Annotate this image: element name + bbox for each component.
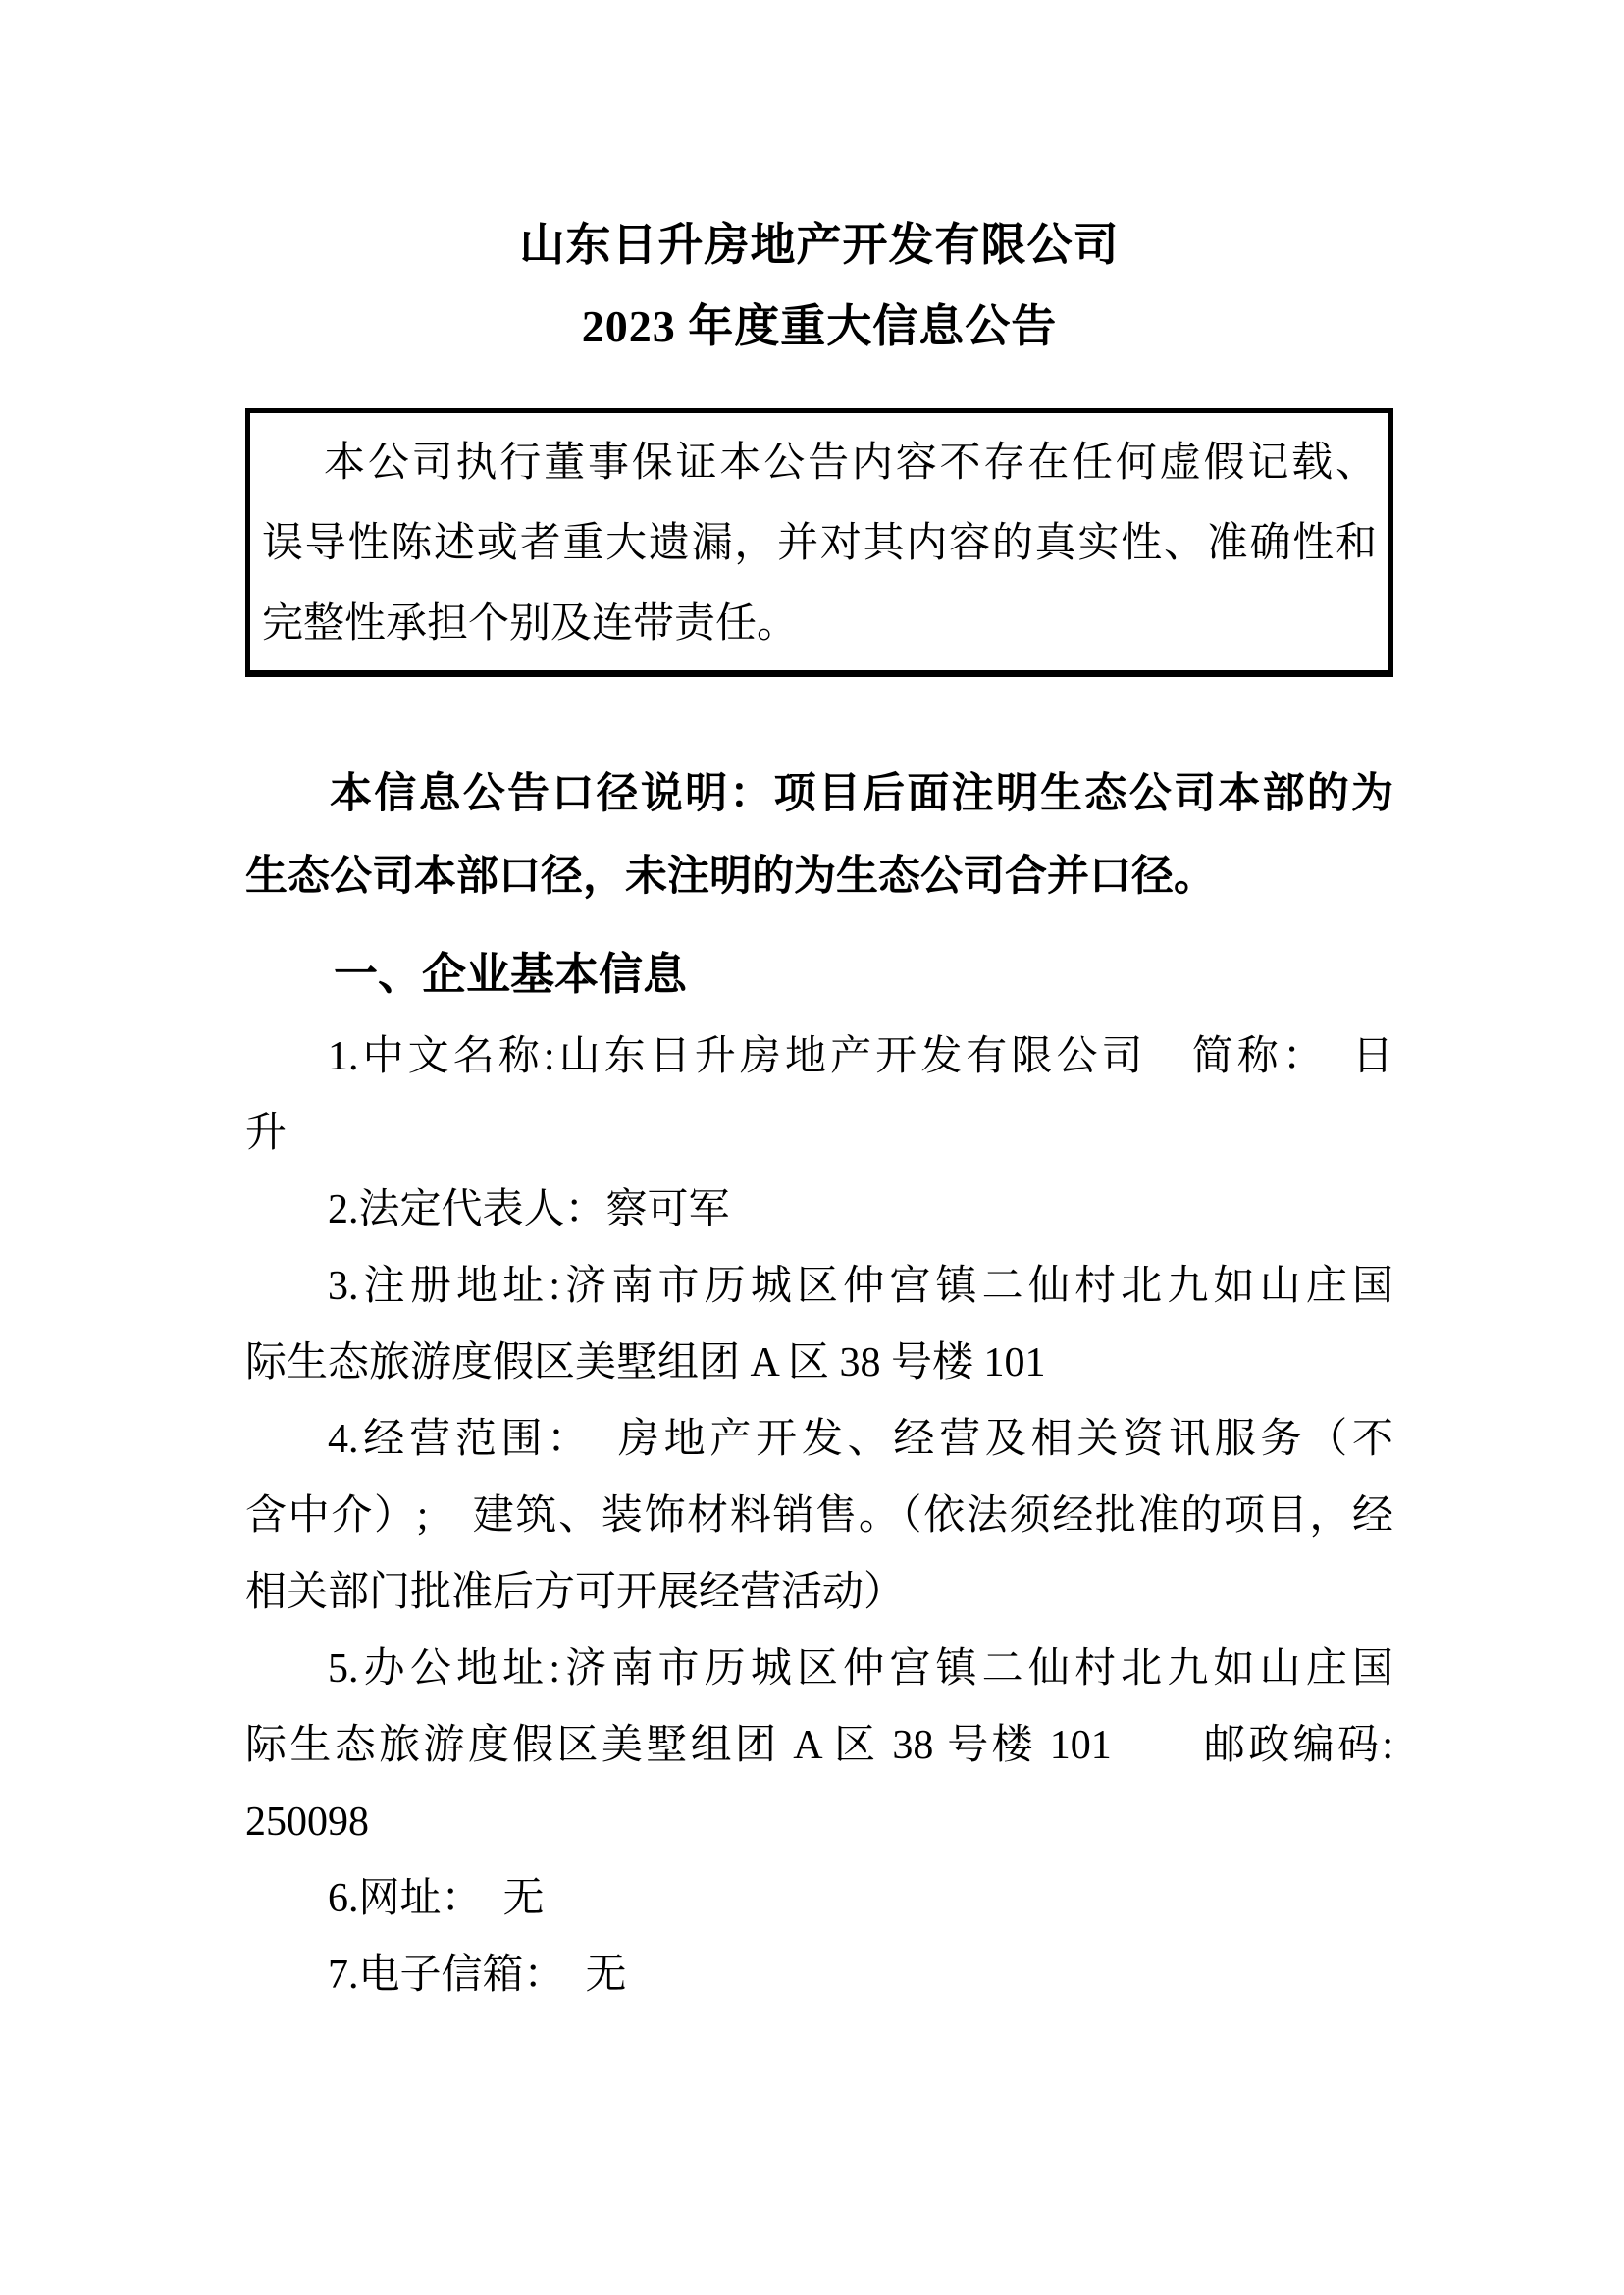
- body-line-business-scope-cont2: 相关部门批准后方可开展经营活动）: [245, 1570, 906, 1615]
- body-line-business-scope: 4.经营范围： 房地产开发、经营及相关资讯服务（不: [328, 1417, 1393, 1462]
- body-line-business-scope-cont: 含中介）; 建筑、装饰材料销售。（依法须经批准的项目，经: [245, 1493, 1393, 1539]
- section-heading: 一、企业基本信息: [334, 950, 688, 999]
- body-line-chinese-name: 1.中文名称:山东日升房地产开发有限公司 简称： 日: [328, 1034, 1393, 1079]
- disclaimer-line: 完整性承担个别及连带责任。: [262, 601, 799, 647]
- caliber-note-line: 生态公司本部口径，未注明的为生态公司合并口径。: [245, 854, 1216, 900]
- disclaimer-line: 误导性陈述或者重大遗漏，并对其内容的真实性、准确性和: [262, 521, 1377, 566]
- body-line-email: 7.电子信箱： 无: [328, 1953, 627, 1998]
- body-line-registered-address-cont: 际生态旅游度假区美墅组团 A 区 38 号楼 101: [245, 1340, 1046, 1385]
- body-line-legal-representative: 2.法定代表人：察可军: [328, 1187, 730, 1232]
- body-line-registered-address: 3.注册地址:济南市历城区仲宫镇二仙村北九如山庄国: [328, 1264, 1393, 1309]
- disclaimer-line: 本公司执行董事保证本公告内容不存在任何虚假记载、: [324, 441, 1377, 486]
- caliber-note-line: 本信息公告口径说明：项目后面注明生态公司本部的为: [330, 771, 1393, 817]
- document-title: 山东日升房地产开发有限公司: [519, 220, 1120, 270]
- body-line-office-address-cont: 际生态旅游度假区美墅组团 A 区 38 号楼 101 邮政编码:: [245, 1723, 1393, 1768]
- section-body: [245, 1018, 1393, 2013]
- document-subtitle: 2023 年度重大信息公告: [581, 301, 1058, 351]
- body-line-website: 6.网址： 无: [328, 1876, 545, 1921]
- body-line-chinese-name-cont: 升: [245, 1111, 288, 1156]
- caliber-note: [245, 754, 1393, 918]
- body-line-postal-code: 250098: [245, 1799, 369, 1845]
- body-line-office-address: 5.办公地址:济南市历城区仲宫镇二仙村北九如山庄国: [328, 1646, 1393, 1692]
- disclaimer-box: [245, 408, 1393, 677]
